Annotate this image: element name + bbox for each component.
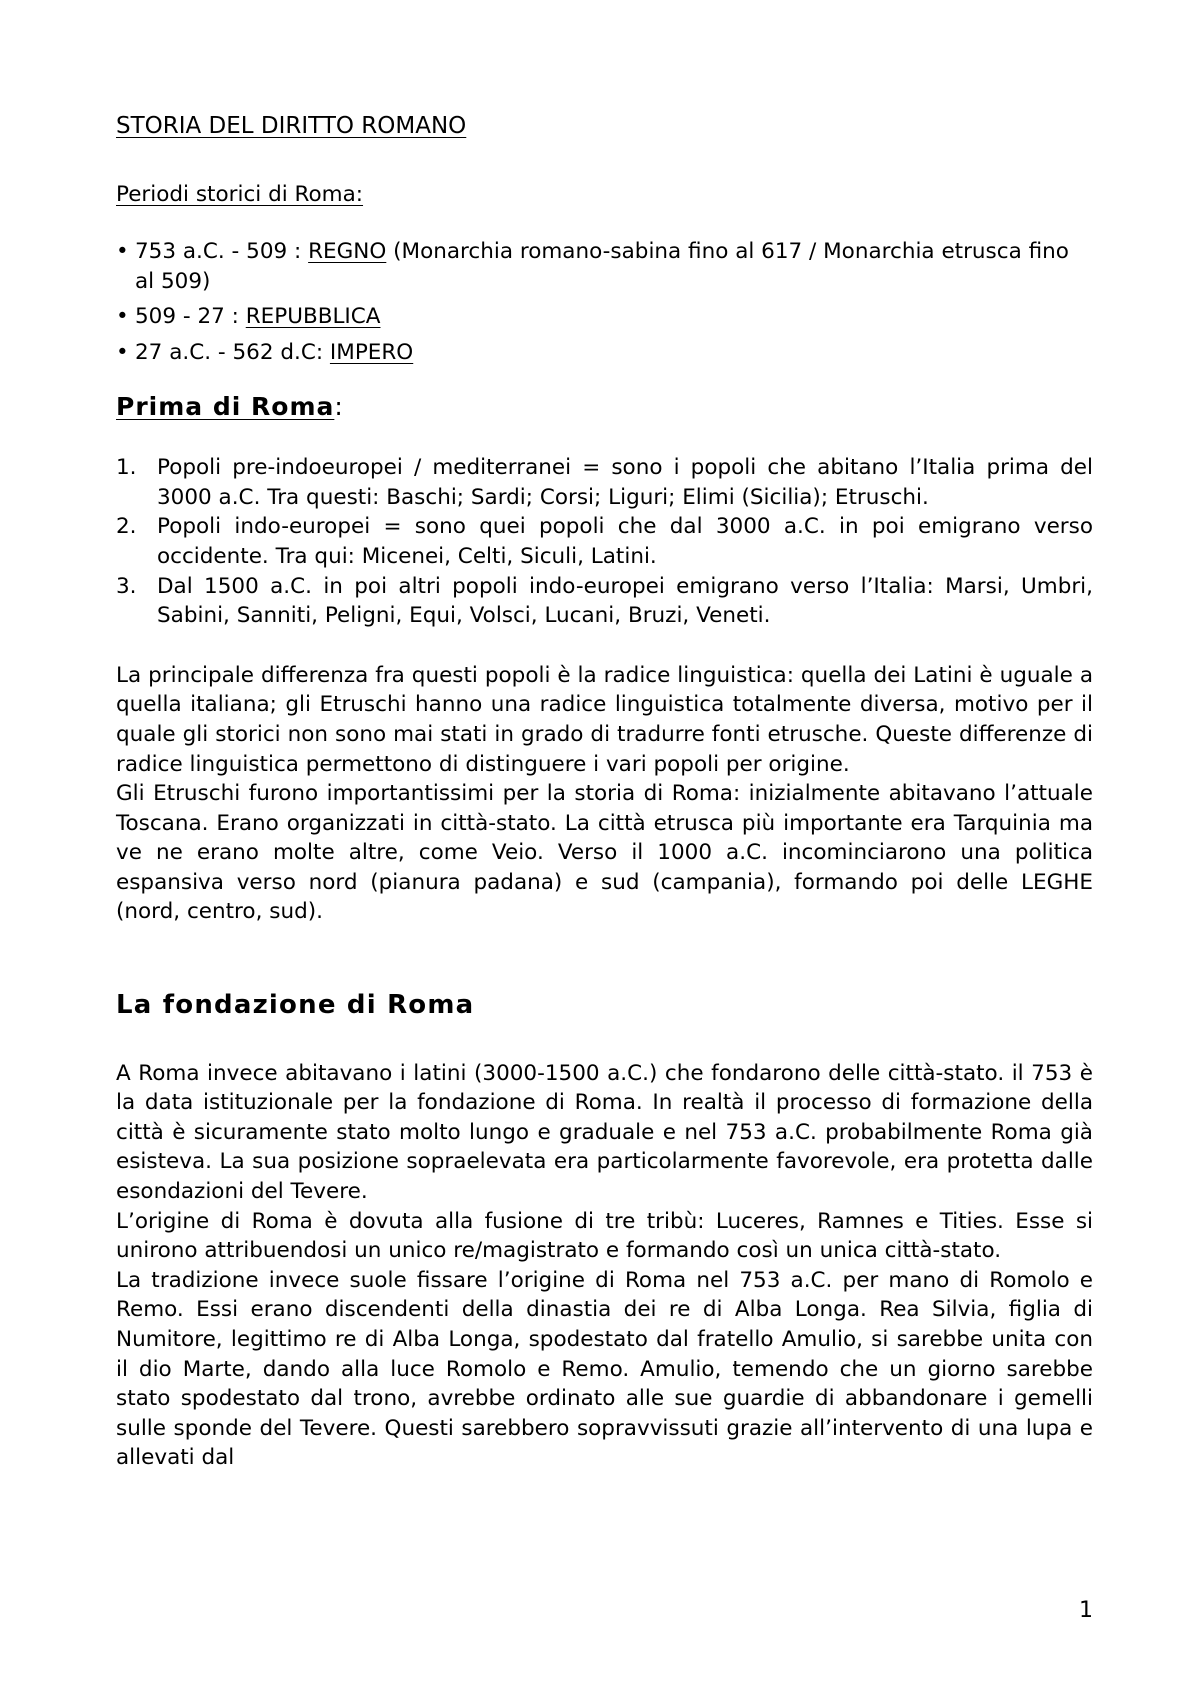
list-item: [116, 572, 1093, 631]
section-heading-colon: :: [334, 391, 343, 421]
periods-list: [116, 237, 1093, 367]
period-label: REPUBBLICA: [245, 304, 381, 330]
list-item-text: Dal 1500 a.C. in poi altri popoli indo-europei emigrano verso l’Italia: Marsi, Umbri, Sabini, Sanniti, Peligni, Equi, Volsci, Lucani, Bruzi, Veneti.: [157, 573, 1093, 629]
page-number: 1: [1079, 1598, 1093, 1623]
paragraph: A Roma invece abitavano i latini (3000-1500 a.C.) che fondarono delle città-stato. il 753 è la data istituzionale per la fondazione di Roma. In realtà il processo di formazione della città è sicuramente stato molto lungo e graduale e nel 753 a.C. probabilmente Roma già esisteva. La sua posizione sopraelevata era particolarmente favorevole, era protetta dalle esondazioni del Tevere.: [116, 1060, 1093, 1205]
periods-heading: Periodi storici di Roma:: [116, 181, 364, 207]
paragraph: La tradizione invece suole fissare l’origine di Roma nel 753 a.C. per mano di Romolo e Remo. Essi erano discendenti della dinastia dei re di Alba Longa. Rea Silvia, figlia di Numitore, legittimo re di Alba Longa, spodestato dal fratello Amulio, si sarebbe unita con il dio Marte, dando alla luce Romolo e Remo. Amulio, temendo che un giorno sarebbe stato spodestato dal trono, avrebbe ordinato alle sue guardie di abbandonare i gemelli sulle sponde del Tevere. Questi sarebbero sopravvissuti grazie all’intervento di una lupa e allevati dal: [116, 1267, 1093, 1471]
list-item-number: 3.: [116, 573, 137, 599]
list-item-number: 1.: [116, 455, 137, 481]
paragraph: L’origine di Roma è dovuta alla fusione di tre tribù: Luceres, Ramnes e Tities. Esse si unirono attribuendosi un unico re/magistrato e formando così un unica città-stato.: [116, 1208, 1093, 1264]
section-heading-fondazione: La fondazione di Roma: [116, 990, 475, 1021]
document-page: [116, 112, 1093, 1473]
period-dates: 509 - 27 :: [135, 304, 246, 330]
list-item-number: 2.: [116, 514, 137, 540]
period-label: REGNO: [308, 239, 387, 265]
list-item: [116, 512, 1093, 571]
period-label: IMPERO: [329, 339, 414, 365]
period-item-regno: [116, 237, 1093, 296]
paragraph: La principale differenza fra questi popoli è la radice linguistica: quella dei Latini è uguale a quella italiana; gli Etruschi hanno una radice linguistica totalmente diversa, motivo per il quale gli storici non sono mai stati in grado di tradurre fonti etrusche. Queste differenze di radice linguistica permettono di distinguere i vari popoli per origine.: [116, 662, 1093, 777]
section-heading-prima-di-roma: [116, 392, 1093, 422]
period-item-repubblica: [116, 302, 1093, 332]
document-title: STORIA DEL DIRITTO ROMANO: [116, 113, 467, 139]
paragraph: Gli Etruschi furono importantissimi per la storia di Roma: inizialmente abitavano l’attuale Toscana. Erano organizzati in città-stato. La città etrusca più importante era Tarquinia ma ve ne erano molte altre, come Veio. Verso il 1000 a.C. incominciarono una politica espansiva verso nord (pianura padana) e sud (campania), formando poi delle LEGHE (nord, centro, sud).: [116, 781, 1093, 925]
list-item-text: Popoli indo-europei = sono quei popoli che dal 3000 a.C. in poi emigrano verso occidente. Tra qui: Micenei, Celti, Siculi, Latini.: [157, 514, 1093, 569]
period-item-impero: [116, 338, 1093, 368]
list-item-text: Popoli pre-indoeuropei / mediterranei = sono i popoli che abitano l’Italia prima del 3000 a.C. Tra questi: Baschi; Sardi; Corsi; Liguri; Elimi (Sicilia); Etruschi.: [157, 455, 1093, 510]
section-heading-text: Prima di Roma: [116, 391, 335, 421]
period-note: (Monarchia romano-sabina fino al 617 / Monarchia etrusca fino al 509): [135, 239, 1069, 294]
period-dates: 27 a.C. - 562 d.C:: [135, 339, 330, 365]
peoples-list: [116, 453, 1093, 631]
list-item: [116, 453, 1093, 512]
period-dates: 753 a.C. - 509 :: [135, 239, 309, 265]
